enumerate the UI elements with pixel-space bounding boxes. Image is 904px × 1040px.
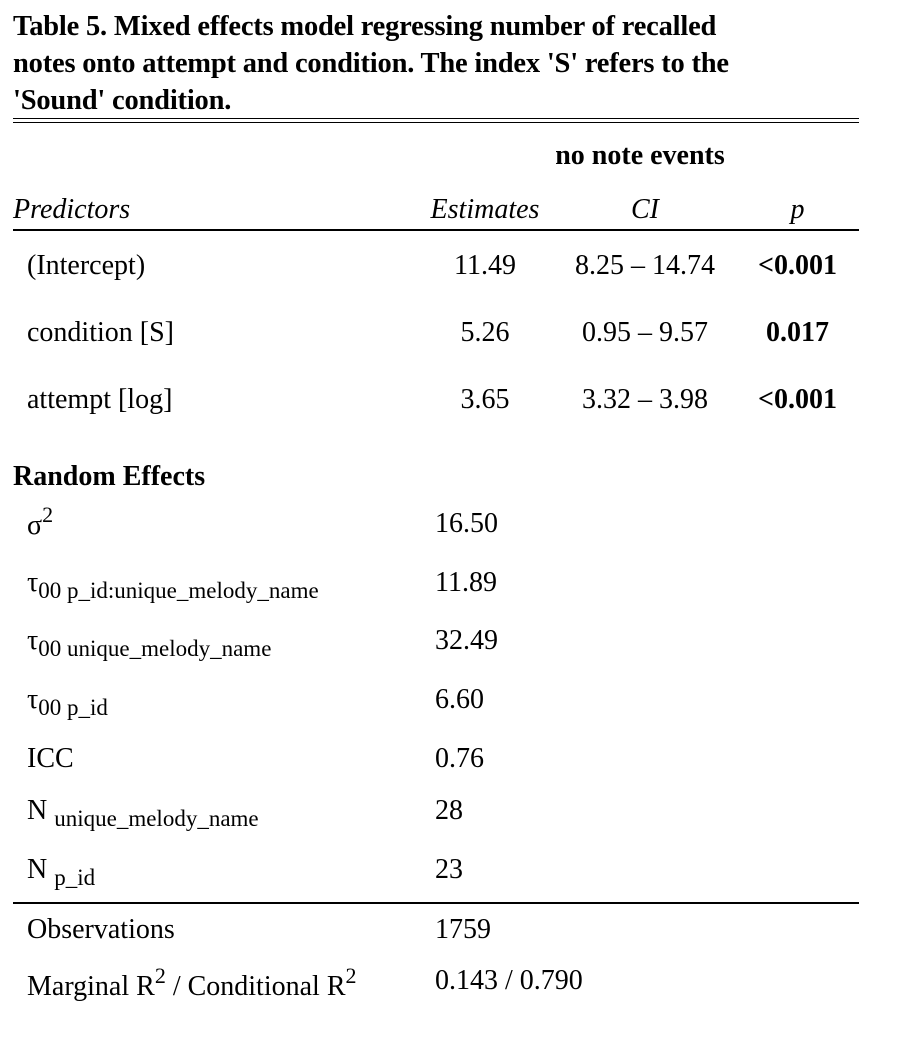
n-symbol: N bbox=[27, 854, 48, 885]
caption-line-3: 'Sound' condition. bbox=[13, 85, 232, 116]
tau-subscript: 00 p_id:unique_melody_name bbox=[38, 578, 319, 603]
header-ci: CI bbox=[631, 194, 659, 225]
estimate-cell: 11.49 bbox=[454, 250, 516, 281]
predictor-cell: attempt [log] bbox=[27, 384, 173, 415]
icc-label: ICC bbox=[27, 743, 74, 774]
estimate-cell: 3.65 bbox=[460, 384, 510, 415]
tau-symbol: τ bbox=[27, 625, 39, 656]
p-cell: <0.001 bbox=[758, 250, 837, 281]
top-rule-upper bbox=[13, 118, 859, 119]
n-label bbox=[27, 853, 95, 888]
tau-symbol: τ bbox=[27, 684, 39, 715]
sigma-symbol: σ bbox=[27, 510, 43, 541]
footer-rule bbox=[13, 902, 859, 904]
r2-superscript: 2 bbox=[154, 963, 166, 988]
sigma-label bbox=[27, 502, 54, 544]
caption-line-2: notes onto attempt and condition. The index 'S' refers to the bbox=[13, 48, 729, 79]
predictor-cell: condition [S] bbox=[27, 317, 174, 348]
predictor-cell: (Intercept) bbox=[27, 250, 146, 281]
table-caption bbox=[13, 8, 873, 119]
ci-cell: 3.32 – 3.98 bbox=[582, 384, 708, 415]
n-subscript: unique_melody_name bbox=[54, 806, 259, 831]
tau-value: 11.89 bbox=[435, 567, 497, 598]
tau-value: 32.49 bbox=[435, 625, 498, 656]
sigma-value: 16.50 bbox=[435, 508, 498, 539]
p-cell: <0.001 bbox=[758, 384, 837, 415]
header-estimates: Estimates bbox=[430, 194, 540, 225]
group-header: no note events bbox=[555, 140, 725, 171]
estimate-cell: 5.26 bbox=[460, 317, 510, 348]
observations-label: Observations bbox=[27, 914, 175, 945]
sigma-superscript: 2 bbox=[42, 502, 54, 527]
tau-subscript: 00 p_id bbox=[38, 695, 108, 720]
n-value: 23 bbox=[435, 854, 463, 885]
icc-value: 0.76 bbox=[435, 743, 484, 774]
header-p: p bbox=[790, 194, 805, 225]
random-effects-heading: Random Effects bbox=[13, 461, 206, 492]
tau-value: 6.60 bbox=[435, 684, 484, 715]
header-predictors: Predictors bbox=[13, 194, 131, 225]
r2-label bbox=[27, 963, 357, 1005]
ci-cell: 0.95 – 9.57 bbox=[582, 317, 708, 348]
p-cell: 0.017 bbox=[766, 317, 829, 348]
observations-value: 1759 bbox=[435, 914, 491, 945]
r2-superscript: 2 bbox=[345, 963, 357, 988]
tau-label bbox=[27, 566, 319, 601]
r2-marginal-text: Marginal R bbox=[27, 971, 155, 1002]
tau-label bbox=[27, 624, 271, 659]
n-symbol: N bbox=[27, 795, 48, 826]
tau-symbol: τ bbox=[27, 567, 39, 598]
ci-cell: 8.25 – 14.74 bbox=[575, 250, 715, 281]
n-subscript: p_id bbox=[54, 865, 96, 890]
tau-subscript: 00 unique_melody_name bbox=[38, 636, 272, 661]
top-rule-lower bbox=[13, 122, 859, 123]
n-value: 28 bbox=[435, 795, 463, 826]
header-rule bbox=[13, 229, 859, 231]
n-label bbox=[27, 794, 259, 829]
r2-conditional-text: / Conditional R bbox=[165, 971, 346, 1002]
r2-value: 0.143 / 0.790 bbox=[435, 965, 583, 996]
caption-line-1: Table 5. Mixed effects model regressing number of recalled bbox=[13, 11, 717, 42]
tau-label bbox=[27, 683, 108, 718]
